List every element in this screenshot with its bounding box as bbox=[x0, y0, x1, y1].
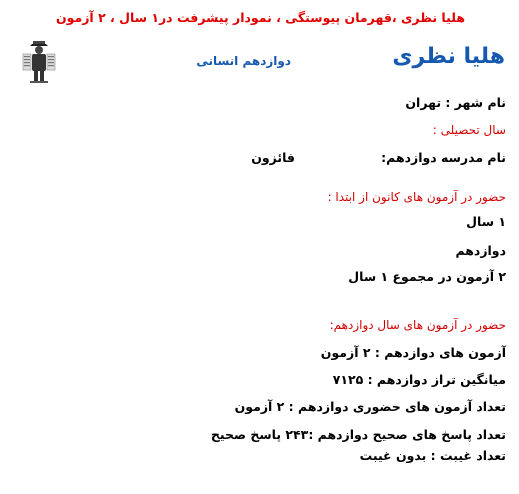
student-name: هلیا نظری bbox=[392, 44, 505, 69]
total-exams-line: ۲ آزمون در مجموع ۱ سال bbox=[348, 269, 506, 284]
grade12-exams-line: آزمون های دوازدهم : ۲ آزمون bbox=[320, 345, 506, 360]
years-count: ۱ سال bbox=[466, 214, 506, 229]
school-label: نام مدرسه دوازدهم: bbox=[381, 150, 506, 165]
report-header-title: هلیا نظری ،قهرمان پیوستگی ، نمودار پیشرفت در۱ سال ، ۲ آزمون bbox=[55, 10, 465, 25]
grade12-correct-answers-line: تعداد پاسخ های صحیح دوازدهم :۲۴۳ پاسخ صحیح bbox=[210, 427, 506, 442]
grade12-average-level-line: میانگین تراز دوازدهم : ۷۱۲۵ bbox=[332, 372, 506, 387]
school-value: فائزون bbox=[251, 150, 295, 165]
student-grade-field: دوازدهم انسانی bbox=[196, 54, 291, 68]
grade12-attended-exams-line: تعداد آزمون های حضوری دوازدهم : ۲ آزمون bbox=[234, 399, 506, 414]
city-line: نام شهر : تهران bbox=[405, 95, 506, 110]
grade-text: دوازدهم bbox=[455, 243, 506, 258]
participation-since-start-title: حضور در آزمون های کانون از ابتدا : bbox=[327, 190, 506, 204]
graduate-reading-logo-icon bbox=[20, 40, 58, 84]
grade12-participation-title: حضور در آزمون های سال دوازدهم: bbox=[329, 318, 506, 332]
absence-count-line: تعداد غیبت : بدون غیبت bbox=[359, 448, 506, 463]
academic-year-label: سال تحصیلی : bbox=[432, 123, 506, 137]
